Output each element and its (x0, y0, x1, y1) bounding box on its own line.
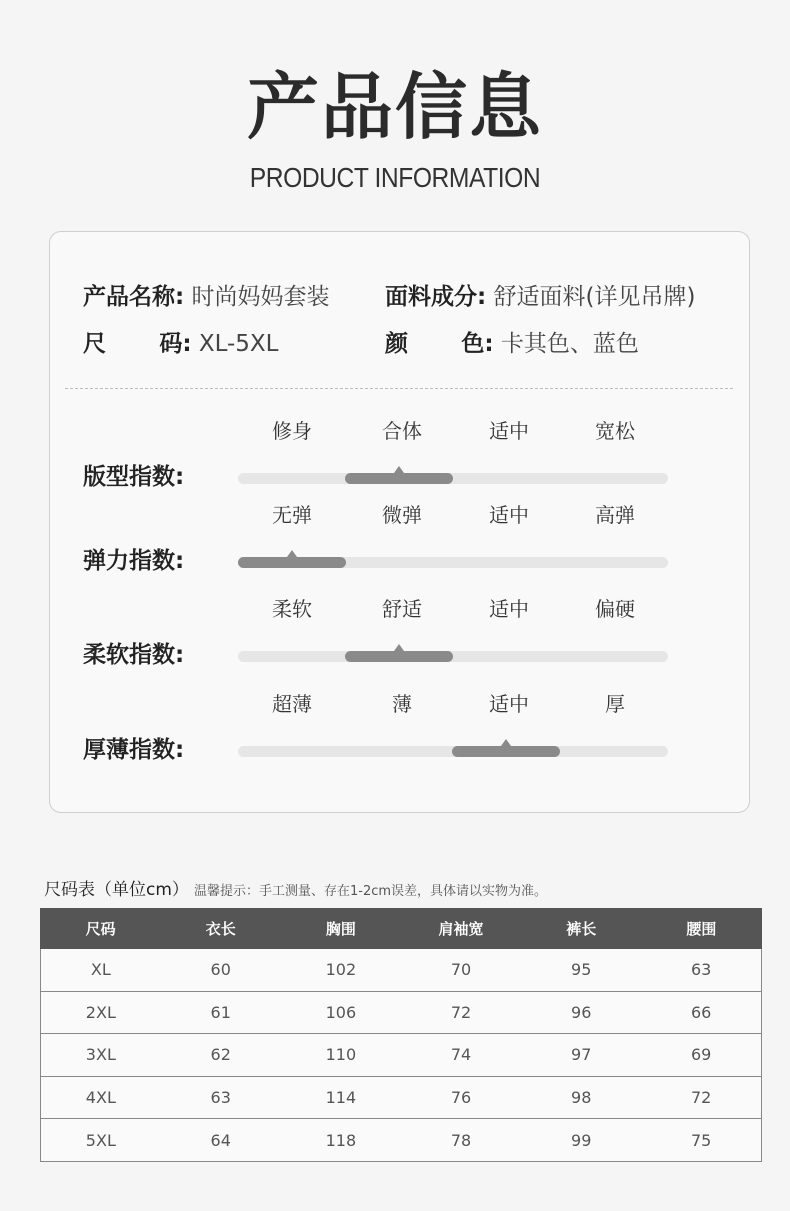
size-range-label-2: 码: (159, 331, 192, 357)
fabric-row (385, 282, 695, 312)
index-pointer-icon (394, 466, 404, 473)
table-cell: 98 (521, 1076, 641, 1119)
table-cell: 69 (641, 1034, 761, 1077)
index-option: 修身 (272, 419, 312, 443)
fabric-value: 舒适面料(详见吊牌) (493, 284, 696, 310)
index-option: 合体 (382, 419, 422, 443)
size-table-header-row (41, 909, 762, 949)
size-table-note: 温馨提示：手工测量、存在1-2cm误差，具体请以实物为准。 (194, 884, 548, 899)
size-table-header-cell: 胸围 (281, 909, 401, 949)
table-cell: 74 (401, 1034, 521, 1077)
index-pointer-icon (501, 739, 511, 746)
table-cell: 99 (521, 1119, 641, 1162)
table-cell: 64 (161, 1119, 281, 1162)
table-cell: 62 (161, 1034, 281, 1077)
table-cell: 4XL (41, 1076, 161, 1119)
index-fill (238, 557, 346, 568)
table-cell: 63 (641, 949, 761, 992)
index-track (238, 557, 668, 568)
product-name-label: 产品名称: (83, 284, 185, 310)
table-row (41, 949, 762, 992)
table-cell: 95 (521, 949, 641, 992)
size-table-title: 尺码表（单位cm） (44, 880, 189, 900)
page-title-cn: 产品信息 (246, 65, 543, 149)
color-label-2: 色: (461, 331, 494, 357)
table-cell: 63 (161, 1076, 281, 1119)
table-cell: 61 (161, 991, 281, 1034)
color-row (385, 329, 639, 359)
color-value: 卡其色、蓝色 (500, 331, 639, 357)
size-table (40, 908, 762, 1162)
index-fill (345, 651, 453, 662)
index-label: 柔软指数: (83, 642, 185, 668)
table-cell: 66 (641, 991, 761, 1034)
index-option: 微弹 (382, 503, 422, 527)
size-range-value: XL-5XL (198, 331, 279, 357)
table-cell: 76 (401, 1076, 521, 1119)
size-range-label-1: 尺 (83, 331, 106, 357)
index-pointer-icon (287, 550, 297, 557)
table-cell: 72 (641, 1076, 761, 1119)
table-cell: 75 (641, 1119, 761, 1162)
index-option: 适中 (489, 692, 529, 716)
size-table-header-cell: 尺码 (41, 909, 161, 949)
size-range-row (83, 329, 279, 359)
index-track (238, 473, 668, 484)
color-label-1: 颜 (385, 331, 408, 357)
index-track (238, 746, 668, 757)
table-cell: 72 (401, 991, 521, 1034)
table-cell: 78 (401, 1119, 521, 1162)
table-row (41, 1034, 762, 1077)
table-cell: 96 (521, 991, 641, 1034)
index-option: 柔软 (272, 597, 312, 621)
fabric-label: 面料成分: (385, 284, 487, 310)
index-option: 超薄 (272, 692, 312, 716)
table-row (41, 1076, 762, 1119)
table-cell: 114 (281, 1076, 401, 1119)
table-row (41, 991, 762, 1034)
page-title-en: PRODUCT INFORMATION (249, 162, 541, 193)
index-fill (345, 473, 453, 484)
index-option: 适中 (489, 419, 529, 443)
product-name-row (83, 282, 330, 312)
size-table-header-cell: 衣长 (161, 909, 281, 949)
table-cell: 60 (161, 949, 281, 992)
table-cell: 118 (281, 1119, 401, 1162)
table-cell: 110 (281, 1034, 401, 1077)
table-cell: 102 (281, 949, 401, 992)
product-info-card (49, 231, 750, 813)
index-option: 宽松 (595, 419, 635, 443)
table-cell: 5XL (41, 1119, 161, 1162)
table-cell: 2XL (41, 991, 161, 1034)
table-cell: 70 (401, 949, 521, 992)
index-label: 厚薄指数: (83, 737, 185, 763)
table-cell: 97 (521, 1034, 641, 1077)
table-cell: 106 (281, 991, 401, 1034)
index-label: 弹力指数: (83, 548, 185, 574)
index-option: 高弹 (595, 503, 635, 527)
size-table-caption (44, 875, 547, 900)
index-pointer-icon (394, 644, 404, 651)
index-track (238, 651, 668, 662)
product-name-value: 时尚妈妈套装 (191, 284, 330, 310)
dashed-divider (65, 388, 733, 389)
size-table-header-cell: 裤长 (521, 909, 641, 949)
index-option: 厚 (605, 692, 625, 716)
index-option: 舒适 (382, 597, 422, 621)
index-label: 版型指数: (83, 464, 185, 490)
index-option: 无弹 (272, 503, 312, 527)
index-option: 偏硬 (595, 597, 635, 621)
table-cell: 3XL (41, 1034, 161, 1077)
index-fill (452, 746, 560, 757)
index-option: 薄 (392, 692, 412, 716)
index-option: 适中 (489, 503, 529, 527)
size-table-header-cell: 肩袖宽 (401, 909, 521, 949)
table-row (41, 1119, 762, 1162)
index-option: 适中 (489, 597, 529, 621)
table-cell: XL (41, 949, 161, 992)
size-table-header-cell: 腰围 (641, 909, 761, 949)
